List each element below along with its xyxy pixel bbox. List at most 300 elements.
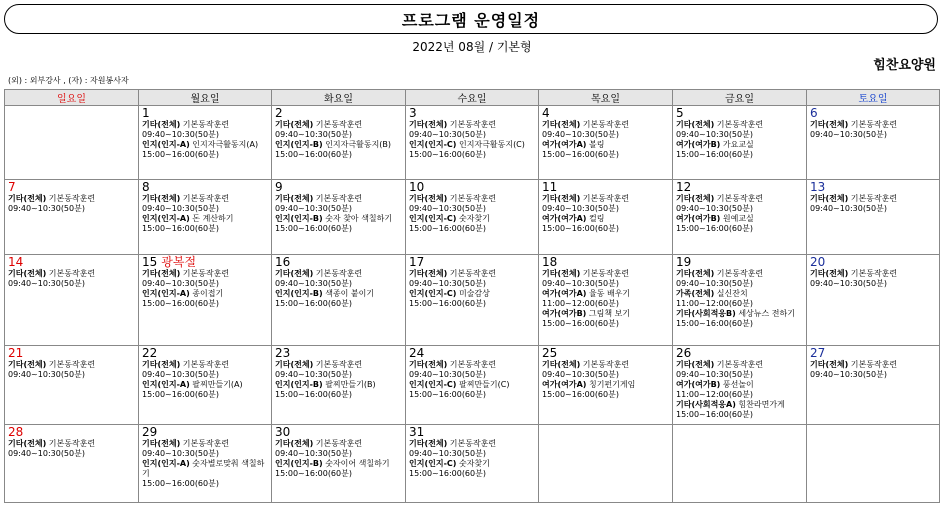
program-event	[275, 194, 402, 204]
program-category: 인지(인지-B)	[275, 380, 323, 389]
day-number: 31	[409, 425, 425, 439]
program-category: 인지(인지-B)	[275, 289, 323, 298]
day-number: 26	[676, 346, 692, 360]
program-event	[8, 439, 135, 449]
day-number: 22	[142, 346, 158, 360]
program-category: 인지(인지-C)	[409, 289, 457, 298]
program-event	[676, 269, 803, 279]
program-name: 기본동작훈련	[48, 194, 96, 203]
program-name: 기본동작훈련	[182, 120, 230, 129]
program-event	[542, 214, 669, 224]
program-category: 기타(전체)	[142, 194, 181, 203]
program-name: 기본동작훈련	[182, 360, 230, 369]
program-category: 인지(인지-A)	[142, 459, 190, 468]
program-category: 기타(사회적응A)	[676, 400, 736, 409]
program-event	[142, 459, 268, 479]
program-category: 기타(전체)	[142, 360, 181, 369]
day-number-line	[275, 347, 402, 360]
program-category: 여가(여가B)	[542, 309, 587, 318]
program-event	[676, 289, 803, 299]
program-name: 기본동작훈련	[850, 360, 898, 369]
program-category: 기타(전체)	[542, 269, 581, 278]
program-name: 칭기펀기게임	[588, 380, 636, 389]
program-category: 기타(전체)	[676, 269, 715, 278]
program-event	[8, 194, 135, 204]
day-number: 18	[542, 255, 558, 269]
program-category: 인지(인지-C)	[409, 380, 457, 389]
day-number-line	[142, 107, 268, 120]
program-time: 15:00~16:00(60분)	[542, 390, 619, 399]
day-number-line	[409, 181, 535, 194]
program-name: 기본동작훈련	[716, 269, 764, 278]
day-cell	[272, 425, 406, 503]
day-number-line	[409, 107, 535, 120]
program-event	[676, 400, 803, 410]
program-category: 기타(전체)	[409, 269, 448, 278]
program-name: 기본동작훈련	[582, 360, 630, 369]
program-name: 돈 계산하기	[192, 214, 234, 223]
program-time: 09:40~10:30(50분)	[8, 370, 85, 379]
program-event	[409, 459, 535, 469]
day-cell	[5, 346, 139, 425]
program-event	[409, 360, 535, 370]
program-time: 15:00~16:00(60분)	[275, 469, 352, 478]
day-cell	[139, 255, 272, 346]
day-number-line	[542, 181, 669, 194]
day-cell	[807, 180, 940, 255]
program-name: 숫자찾기	[458, 459, 490, 468]
program-event	[275, 140, 402, 150]
week-row	[5, 425, 940, 503]
day-cell	[5, 106, 139, 180]
program-event	[542, 360, 669, 370]
program-time: 09:40~10:30(50분)	[409, 130, 486, 139]
program-category: 가족(전체)	[676, 289, 715, 298]
program-category: 기타(전체)	[409, 120, 448, 129]
program-time: 15:00~16:00(60분)	[409, 390, 486, 399]
day-cell	[272, 346, 406, 425]
program-name: 힘찬라면가게	[738, 400, 785, 409]
day-number: 5	[676, 106, 684, 120]
program-time: 09:40~10:30(50분)	[142, 279, 219, 288]
program-category: 여가(여가B)	[676, 380, 721, 389]
weekday-thursday: 목요일	[539, 90, 673, 106]
day-number-line	[676, 181, 803, 194]
day-cell	[139, 425, 272, 503]
weekday-wednesday: 수요일	[406, 90, 539, 106]
program-category: 기타(전체)	[810, 360, 849, 369]
program-event	[142, 194, 268, 204]
program-name: 기본동작훈련	[315, 120, 363, 129]
program-name: 기본동작훈련	[449, 194, 497, 203]
week-row	[5, 255, 940, 346]
program-category: 기타(전체)	[676, 120, 715, 129]
program-name: 기본동작훈련	[716, 120, 764, 129]
program-name: 기본동작훈련	[182, 439, 230, 448]
day-cell	[406, 346, 539, 425]
day-cell	[539, 106, 673, 180]
program-name: 인지자극활동지(C)	[458, 140, 525, 149]
program-name: 기본동작훈련	[449, 360, 497, 369]
program-category: 기타(전체)	[142, 120, 181, 129]
program-event	[142, 289, 268, 299]
day-number-line	[275, 107, 402, 120]
day-cell	[673, 425, 807, 503]
program-name: 실신잔치	[716, 289, 748, 298]
program-event	[142, 269, 268, 279]
day-cell	[539, 255, 673, 346]
day-number: 23	[275, 346, 291, 360]
program-category: 기타(전체)	[275, 194, 314, 203]
day-number-line	[8, 426, 135, 439]
program-name: 세상뉴스 전하기	[738, 309, 795, 318]
program-event	[142, 360, 268, 370]
program-event	[810, 194, 936, 204]
day-number-line	[142, 181, 268, 194]
program-category: 기타(전체)	[542, 360, 581, 369]
program-time: 09:40~10:30(50분)	[142, 370, 219, 379]
day-number-line	[8, 181, 135, 194]
day-number: 30	[275, 425, 291, 439]
program-time: 15:00~16:00(60분)	[142, 224, 219, 233]
program-time: 09:40~10:30(50분)	[275, 279, 352, 288]
program-name: 기본동작훈련	[182, 269, 230, 278]
day-cell	[272, 255, 406, 346]
program-event	[676, 309, 803, 319]
program-name: 기본동작훈련	[582, 194, 630, 203]
program-category: 인지(인지-B)	[275, 459, 323, 468]
program-time: 09:40~10:30(50분)	[676, 204, 753, 213]
day-number-line	[8, 256, 135, 269]
program-time: 15:00~16:00(60분)	[542, 224, 619, 233]
program-time: 09:40~10:30(50분)	[676, 279, 753, 288]
day-number-line	[810, 256, 936, 269]
day-cell	[807, 346, 940, 425]
program-name: 미술감상	[458, 289, 490, 298]
day-cell	[406, 425, 539, 503]
day-number-line	[676, 107, 803, 120]
program-name: 인지자극활동지(B)	[325, 140, 392, 149]
day-number-line	[275, 181, 402, 194]
program-time: 15:00~16:00(60분)	[542, 319, 619, 328]
program-event	[275, 214, 402, 224]
program-time: 09:40~10:30(50분)	[542, 204, 619, 213]
program-category: 기타(사회적응B)	[676, 309, 736, 318]
day-number: 21	[8, 346, 24, 360]
program-time: 09:40~10:30(50분)	[142, 449, 219, 458]
program-event	[542, 309, 669, 319]
program-time: 15:00~16:00(60분)	[142, 479, 219, 488]
program-time: 15:00~16:00(60분)	[275, 390, 352, 399]
week-row	[5, 180, 940, 255]
program-event	[676, 140, 803, 150]
day-number-line	[810, 181, 936, 194]
program-time: 09:40~10:30(50분)	[810, 204, 887, 213]
day-cell	[406, 180, 539, 255]
program-time: 15:00~16:00(60분)	[409, 299, 486, 308]
program-event	[142, 140, 268, 150]
day-number: 29	[142, 425, 158, 439]
program-time: 15:00~16:00(60분)	[676, 410, 753, 419]
day-cell	[807, 255, 940, 346]
day-cell	[5, 255, 139, 346]
program-category: 기타(전체)	[810, 269, 849, 278]
day-number-line	[542, 107, 669, 120]
program-name: 숫자 찾아 색칠하기	[325, 214, 393, 223]
day-cell	[5, 425, 139, 503]
program-category: 여가(여가B)	[676, 214, 721, 223]
program-name: 인지자극활동지(A)	[192, 140, 259, 149]
program-category: 여가(여가A)	[542, 214, 587, 223]
program-name: 기본동작훈련	[315, 194, 363, 203]
day-cell	[139, 106, 272, 180]
program-time: 15:00~16:00(60분)	[676, 150, 753, 159]
day-number: 19	[676, 255, 692, 269]
day-number: 11	[542, 180, 558, 194]
program-name: 그림책 보기	[588, 309, 631, 318]
day-cell	[272, 106, 406, 180]
program-time: 15:00~16:00(60분)	[409, 224, 486, 233]
program-event	[542, 194, 669, 204]
program-time: 15:00~16:00(60분)	[542, 150, 619, 159]
program-category: 기타(전체)	[142, 269, 181, 278]
program-event	[409, 194, 535, 204]
day-number: 27	[810, 346, 826, 360]
program-time: 09:40~10:30(50분)	[409, 370, 486, 379]
day-number-line	[542, 347, 669, 360]
program-time: 09:40~10:30(50분)	[810, 130, 887, 139]
program-category: 인지(인지-A)	[142, 380, 190, 389]
program-time: 09:40~10:30(50분)	[142, 130, 219, 139]
program-time: 09:40~10:30(50분)	[275, 370, 352, 379]
day-number-line	[275, 426, 402, 439]
program-event	[409, 214, 535, 224]
day-cell	[673, 106, 807, 180]
program-name: 색종이 붙이기	[325, 289, 375, 298]
program-time: 09:40~10:30(50분)	[676, 370, 753, 379]
weekday-sunday: 일요일	[5, 90, 139, 106]
program-event	[542, 140, 669, 150]
day-number: 3	[409, 106, 417, 120]
program-time: 09:40~10:30(50분)	[810, 279, 887, 288]
program-event	[275, 360, 402, 370]
day-number: 8	[142, 180, 150, 194]
program-event	[275, 289, 402, 299]
day-number-line	[409, 347, 535, 360]
program-category: 인지(인지-C)	[409, 214, 457, 223]
program-time: 15:00~16:00(60분)	[275, 299, 352, 308]
program-category: 기타(전체)	[8, 360, 47, 369]
day-cell	[673, 255, 807, 346]
program-name: 기본동작훈련	[315, 439, 363, 448]
weekday-monday: 월요일	[139, 90, 272, 106]
program-category: 기타(전체)	[409, 194, 448, 203]
day-number: 12	[676, 180, 692, 194]
legend-note: (외) : 외부강사 , (자) : 자원봉사자	[8, 76, 129, 85]
program-event	[676, 120, 803, 130]
program-category: 기타(전체)	[8, 194, 47, 203]
program-event	[542, 380, 669, 390]
day-number: 25	[542, 346, 558, 360]
program-event	[8, 360, 135, 370]
program-name: 팔찌만들기(A)	[192, 380, 243, 389]
program-category: 인지(인지-B)	[275, 214, 323, 223]
program-name: 기본동작훈련	[182, 194, 230, 203]
day-cell	[139, 180, 272, 255]
program-name: 기본동작훈련	[582, 269, 630, 278]
program-event	[409, 380, 535, 390]
day-cell	[807, 106, 940, 180]
program-time: 15:00~16:00(60분)	[275, 224, 352, 233]
program-category: 인지(인지-C)	[409, 140, 457, 149]
day-cell	[673, 180, 807, 255]
program-name: 기본동작훈련	[850, 269, 898, 278]
program-name: 숫자별로맞춰 색칠하기	[142, 459, 265, 478]
program-time: 15:00~16:00(60분)	[676, 224, 753, 233]
program-category: 기타(전체)	[142, 439, 181, 448]
program-time: 09:40~10:30(50분)	[409, 449, 486, 458]
program-category: 기타(전체)	[8, 439, 47, 448]
program-name: 컬링	[588, 214, 605, 223]
program-category: 기타(전체)	[8, 269, 47, 278]
program-name: 기본동작훈련	[315, 269, 363, 278]
program-name: 기본동작훈련	[48, 269, 96, 278]
day-cell	[807, 425, 940, 503]
program-time: 09:40~10:30(50분)	[275, 204, 352, 213]
program-name: 기본동작훈련	[850, 120, 898, 129]
program-name: 기본동작훈련	[449, 439, 497, 448]
day-cell	[139, 346, 272, 425]
program-time: 09:40~10:30(50분)	[8, 449, 85, 458]
day-cell	[539, 425, 673, 503]
program-time: 11:00~12:00(60분)	[676, 390, 753, 399]
day-number-line	[275, 256, 402, 269]
day-number: 7	[8, 180, 16, 194]
day-number-line	[142, 256, 268, 269]
program-category: 기타(전체)	[542, 120, 581, 129]
program-category: 기타(전체)	[275, 120, 314, 129]
program-category: 여가(여가A)	[542, 289, 587, 298]
program-name: 기본동작훈련	[449, 269, 497, 278]
day-number-line	[142, 347, 268, 360]
program-time: 11:00~12:00(60분)	[676, 299, 753, 308]
program-category: 기타(전체)	[275, 269, 314, 278]
day-number: 28	[8, 425, 24, 439]
program-event	[142, 380, 268, 390]
program-category: 기타(전체)	[409, 360, 448, 369]
program-time: 09:40~10:30(50분)	[409, 279, 486, 288]
program-name: 기본동작훈련	[48, 439, 96, 448]
program-name: 기본동작훈련	[716, 360, 764, 369]
day-number: 2	[275, 106, 283, 120]
holiday-label: 광복절	[161, 255, 197, 269]
day-number: 9	[275, 180, 283, 194]
program-name: 기본동작훈련	[716, 194, 764, 203]
program-event	[676, 380, 803, 390]
weekday-friday: 금요일	[673, 90, 807, 106]
day-number-line	[676, 347, 803, 360]
day-number-line	[542, 256, 669, 269]
program-category: 인지(인지-B)	[275, 140, 323, 149]
program-name: 기본동작훈련	[850, 194, 898, 203]
day-number: 24	[409, 346, 425, 360]
program-time: 09:40~10:30(50분)	[810, 370, 887, 379]
program-category: 기타(전체)	[275, 439, 314, 448]
program-time: 15:00~16:00(60분)	[275, 150, 352, 159]
program-event	[142, 439, 268, 449]
program-time: 15:00~16:00(60분)	[142, 299, 219, 308]
program-category: 인지(인지-A)	[142, 289, 190, 298]
week-row	[5, 346, 940, 425]
day-number: 1	[142, 106, 150, 120]
program-event	[810, 269, 936, 279]
program-category: 여가(여가A)	[542, 380, 587, 389]
day-cell	[539, 180, 673, 255]
program-event	[542, 269, 669, 279]
program-event	[810, 120, 936, 130]
program-event	[676, 360, 803, 370]
program-category: 기타(전체)	[676, 360, 715, 369]
schedule-calendar	[4, 89, 940, 503]
program-event	[542, 289, 669, 299]
day-number-line	[409, 426, 535, 439]
day-cell	[5, 180, 139, 255]
program-category: 여가(여가A)	[542, 140, 587, 149]
program-name: 가요교실	[722, 140, 754, 149]
program-name: 숫자이어 색칠하기	[325, 459, 390, 468]
program-time: 09:40~10:30(50분)	[676, 130, 753, 139]
day-cell	[673, 346, 807, 425]
program-name: 팔찌만들기(B)	[325, 380, 376, 389]
day-number-line	[409, 256, 535, 269]
day-number: 4	[542, 106, 550, 120]
program-name: 기본동작훈련	[48, 360, 96, 369]
week-row	[5, 106, 940, 180]
page-subtitle: 2022년 08월 / 기본형	[412, 40, 532, 54]
program-category: 인지(인지-A)	[142, 140, 190, 149]
program-event	[409, 269, 535, 279]
program-time: 09:40~10:30(50분)	[542, 130, 619, 139]
day-number: 6	[810, 106, 818, 120]
organization-name: 힘찬요양원	[873, 58, 936, 73]
program-time: 09:40~10:30(50분)	[8, 204, 85, 213]
day-number-line	[142, 426, 268, 439]
program-event	[676, 194, 803, 204]
program-event	[8, 269, 135, 279]
day-number: 14	[8, 255, 24, 269]
day-number: 16	[275, 255, 291, 269]
program-event	[275, 380, 402, 390]
day-number-line	[810, 347, 936, 360]
program-event	[275, 120, 402, 130]
program-name: 풍선놀이	[722, 380, 754, 389]
program-time: 09:40~10:30(50분)	[275, 449, 352, 458]
program-category: 기타(전체)	[542, 194, 581, 203]
program-name: 원예교실	[722, 214, 754, 223]
program-event	[409, 289, 535, 299]
program-category: 기타(전체)	[810, 194, 849, 203]
day-number-line	[8, 347, 135, 360]
program-name: 볼링	[588, 140, 605, 149]
program-event	[409, 140, 535, 150]
program-time: 11:00~12:00(60분)	[542, 299, 619, 308]
program-category: 기타(전체)	[810, 120, 849, 129]
program-category: 인지(인지-C)	[409, 459, 457, 468]
program-category: 기타(전체)	[275, 360, 314, 369]
program-name: 율동 배우기	[588, 289, 631, 298]
program-name: 기본동작훈련	[315, 360, 363, 369]
program-time: 15:00~16:00(60분)	[676, 319, 753, 328]
